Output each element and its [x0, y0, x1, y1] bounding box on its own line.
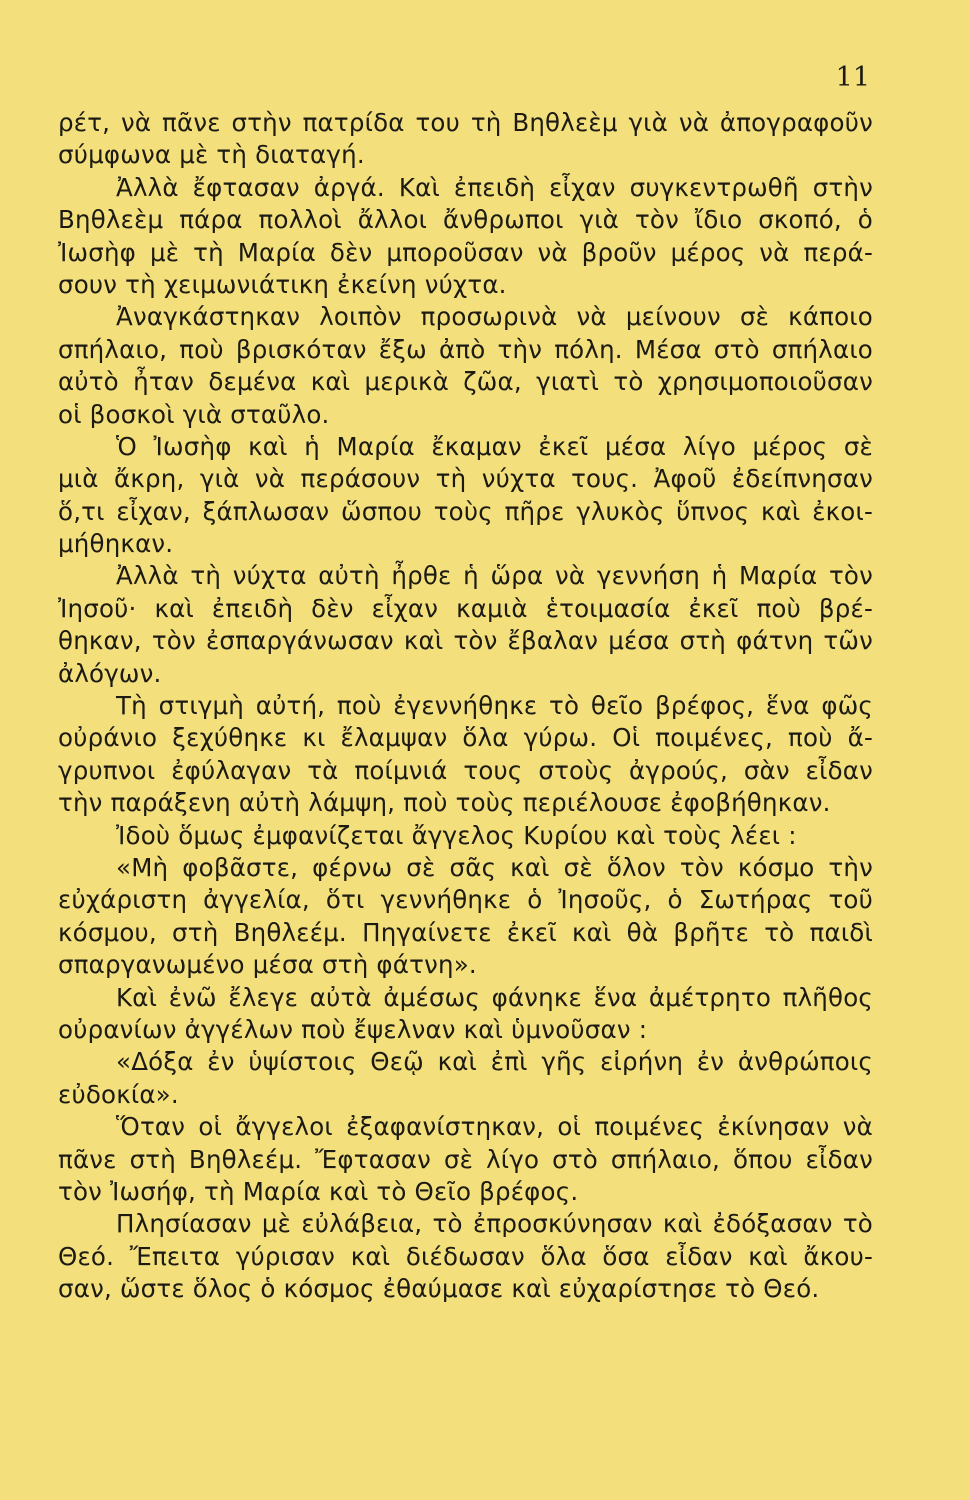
text-line: οἱ βοσκοὶ γιὰ σταῦλο.	[58, 399, 330, 429]
text-line: Ὁ Ἰωσὴφ καὶ ἡ Μαρία ἔκαμαν ἐκεῖ μέσα λίγο μέρος σὲ	[116, 431, 873, 461]
text-line: εὐχάριστη ἀγγελία, ὅτι γεννήθηκε ὁ Ἰησοῦς, ὁ Σωτήρας τοῦ	[58, 885, 873, 915]
text-line: τὸν Ἰωσήφ, τὴ Μαρία καὶ τὸ Θεῖο βρέφος.	[58, 1176, 579, 1206]
text-line: εὐδοκία».	[58, 1079, 179, 1109]
text-line: οὐράνιο ξεχύθηκε κι ἔλαμψαν ὅλα γύρω. Οἱ ποιμένες, ποὺ ἄ-	[58, 723, 873, 753]
page-number: 11	[835, 62, 870, 93]
text-line: σύμφωνα μὲ τὴ διαταγή.	[58, 140, 365, 170]
text-line: αὐτὸ ἦταν δεμένα καὶ μερικὰ ζῶα, γιατὶ τὸ χρησιμοποιοῦσαν	[58, 367, 873, 397]
text-line: οὐρανίων ἀγγέλων ποὺ ἔψελναν καὶ ὑμνοῦσαν :	[58, 1014, 648, 1044]
text-line: Ἰησοῦ· καὶ ἐπειδὴ δὲν εἶχαν καμιὰ ἑτοιμασία ἐκεῖ ποὺ βρέ-	[58, 593, 873, 623]
body-text	[58, 107, 873, 1305]
text-line: τὴν παράξενη αὐτὴ λάμψη, ποὺ τοὺς περιέλουσε ἐφοβήθηκαν.	[58, 788, 831, 818]
text-line: Ἀλλὰ τὴ νύχτα αὐτὴ ἦρθε ἡ ὥρα νὰ γεννήση ἡ Μαρία τὸν	[116, 561, 873, 591]
text-line: Ἰωσὴφ μὲ τὴ Μαρία δὲν μποροῦσαν νὰ βροῦν μέρος νὰ περά-	[58, 237, 873, 267]
text-line: Ὅταν οἱ ἄγγελοι ἐξαφανίστηκαν, οἱ ποιμένες ἐκίνησαν νὰ	[116, 1112, 873, 1142]
text-line: «Μὴ φοβᾶστε, φέρνω σὲ σᾶς καὶ σὲ ὅλον τὸν κόσμο τὴν	[116, 852, 873, 882]
text-line: ὅ,τι εἶχαν, ξάπλωσαν ὥσπου τοὺς πῆρε γλυκὸς ὕπνος καὶ ἐκοι-	[58, 496, 873, 526]
text-line: ρέτ, νὰ πᾶνε στὴν πατρίδα του τὴ Βηθλεὲμ γιὰ νὰ ἀπογραφοῦν	[58, 108, 873, 137]
text-line: ἀλόγων.	[58, 658, 162, 688]
text-line: Ἀλλὰ ἔφτασαν ἀργά. Καὶ ἐπειδὴ εἶχαν συγκεντρωθῆ στὴν	[116, 172, 873, 202]
text-line: Βηθλεὲμ πάρα πολλοὶ ἄλλοι ἄνθρωποι γιὰ τὸν ἴδιο σκοπό, ὁ	[58, 205, 873, 235]
text-line: μιὰ ἄκρη, γιὰ νὰ περάσουν τὴ νύχτα τους. Ἀφοῦ ἐδείπνησαν	[58, 464, 873, 494]
text-line: Θεό. Ἔπειτα γύρισαν καὶ διέδωσαν ὅλα ὅσα εἶδαν καὶ ἄκου-	[58, 1241, 873, 1271]
text-line: μήθηκαν.	[58, 529, 174, 559]
text-line: Καὶ ἐνῶ ἔλεγε αὐτὰ ἀμέσως φάνηκε ἕνα ἀμέτρητο πλῆθος	[116, 982, 873, 1012]
text-line: Ἰδοὺ ὅμως ἐμφανίζεται ἄγγελος Κυρίου καὶ τοὺς λέει :	[116, 820, 797, 850]
text-line: «Δόξα ἐν ὑψίστοις Θεῷ καὶ ἐπὶ γῆς εἰρήνη ἐν ἀνθρώποις	[116, 1047, 873, 1077]
text-line: θηκαν, τὸν ἐσπαργάνωσαν καὶ τὸν ἔβαλαν μέσα στὴ φάτνη τῶν	[58, 626, 873, 656]
text-line: Ἀναγκάστηκαν λοιπὸν προσωρινὰ νὰ μείνουν σὲ κάποιο	[116, 302, 873, 332]
text-line: σπήλαιο, ποὺ βρισκόταν ἔξω ἀπὸ τὴν πόλη. Μέσα στὸ σπήλαιο	[58, 334, 873, 364]
text-line: σπαργανωμένο μέσα στὴ φάτνη».	[58, 950, 477, 980]
text-line: σαν, ὥστε ὅλος ὁ κόσμος ἐθαύμασε καὶ εὐχαρίστησε τὸ Θεό.	[58, 1274, 820, 1304]
text-line: σουν τὴ χειμωνιάτικη ἐκείνη νύχτα.	[58, 269, 507, 299]
text-line: κόσμου, στὴ Βηθλεέμ. Πηγαίνετε ἐκεῖ καὶ θὰ βρῆτε τὸ παιδὶ	[58, 917, 873, 947]
text-line: Πλησίασαν μὲ εὐλάβεια, τὸ ἐπροσκύνησαν καὶ ἐδόξασαν τὸ	[116, 1209, 873, 1239]
text-line: γρυπνοι ἐφύλαγαν τὰ ποίμνιά τους στοὺς ἀγρούς, σὰν εἶδαν	[58, 755, 873, 785]
text-line: Τὴ στιγμὴ αὐτή, ποὺ ἐγεννήθηκε τὸ θεῖο βρέφος, ἕνα φῶς	[116, 691, 873, 721]
text-line: πᾶνε στὴ Βηθλεέμ. Ἔφτασαν σὲ λίγο στὸ σπήλαιο, ὅπου εἶδαν	[58, 1144, 873, 1174]
